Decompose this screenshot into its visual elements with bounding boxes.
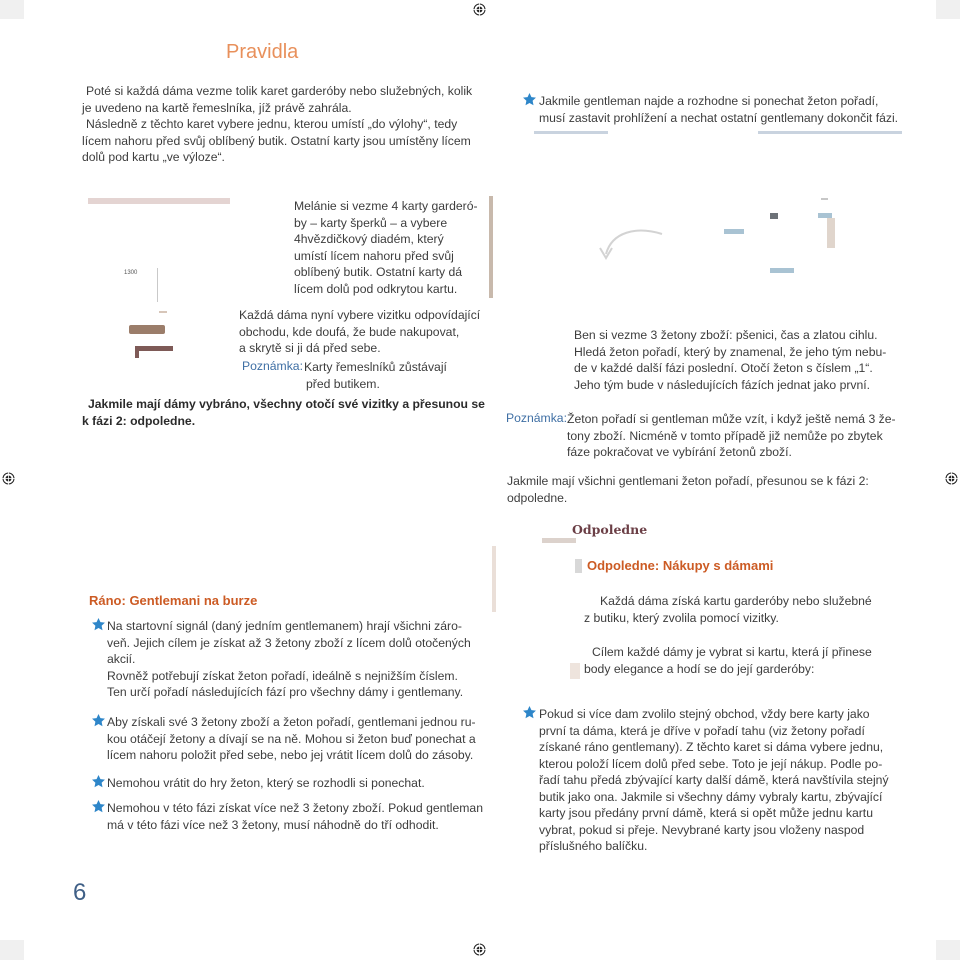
text-line: řadí tahu předá zbývající karty další dámě, která navštívila stejný <box>539 773 889 787</box>
text-line: lícem dolů pod odkrytou kartu. <box>294 281 458 296</box>
afternoon-heading: Odpoledne: Nákupy s dámami <box>587 558 774 573</box>
text-line: Hledá žeton pořadí, který by znamenal, že jeho tým nebu- <box>574 344 887 359</box>
gentleman-note <box>539 93 939 126</box>
business-card-paragraph <box>239 307 499 357</box>
registration-mark-icon <box>473 943 486 956</box>
ben-example <box>574 327 914 393</box>
text-line: Rovněž potřebují získat žeton pořadí, ideálně s nejnižším číslem. <box>107 668 458 683</box>
crop-mark-tl <box>0 0 24 19</box>
text-line: Žeton pořadí si gentleman může vzít, i když ještě nemá 3 že- <box>567 412 896 426</box>
text-line: Cílem každé dámy je vybrat si kartu, která jí přinese <box>592 645 872 659</box>
illustration-fragment <box>758 131 902 134</box>
morning-heading: Ráno: Gentlemani na burze <box>89 593 258 608</box>
text-line: obchodu, kde doufá, že bude nakupovat, <box>239 324 460 339</box>
crop-mark-bl <box>0 940 24 960</box>
text-line: lícem nahoru před svůj oblíbený butik. Ostatní karty jsou umístěny lícem <box>82 133 471 148</box>
illustration-fragment <box>570 663 580 679</box>
illustration-fragment <box>534 131 608 134</box>
morning-rule-4 <box>107 800 497 833</box>
text-line: Na startovní signál (daný jedním gentlemanem) hrají všichni záro- <box>107 619 462 633</box>
text-line: odpoledne. <box>507 490 568 505</box>
star-icon <box>91 799 106 814</box>
text-line: Jakmile gentleman najde a rozhodne si ponechat žeton pořadí, <box>539 94 879 108</box>
morning-rule-1 <box>107 618 497 701</box>
card-illustration-edge <box>827 218 835 248</box>
text-line: Jakmile mají dámy vybráno, všechny otočí své vizitky a přesunou se <box>88 397 485 411</box>
illustration-edge <box>492 546 496 612</box>
text-line: Nemohou vrátit do hry žeton, který se rozhodli si ponechat. <box>107 776 425 790</box>
star-icon <box>91 774 106 789</box>
text-line: by – karty šperků – a vybere <box>294 215 448 230</box>
text-line: fáze pokračovat ve vybírání žetonů zboží. <box>567 445 792 459</box>
text-line: veň. Jejich cílem je získat až 3 žetony zboží z lícem dolů otočených <box>107 635 471 650</box>
arrow-illustration <box>596 226 666 266</box>
text-line: lícem nahoru položit před sebe, nebo jej vrátit lícem dolů do zásoby. <box>107 748 474 762</box>
text-line: příslušného balíčku. <box>539 839 648 853</box>
illustration-fragment <box>159 311 167 313</box>
text-line: před butikem. <box>306 376 380 391</box>
text-line: Karty řemeslníků zůstávají <box>304 360 447 374</box>
morning-rule-2 <box>107 714 497 764</box>
registration-mark-icon <box>2 472 15 485</box>
note-text <box>306 359 506 392</box>
text-line: tony zboží. Nicméně v tomto případě již nemůže po zbytek <box>567 428 883 443</box>
text-line: dolů pod kartu „ve výloze“. <box>82 150 225 164</box>
text-line: Následně z těchto karet vybere jednu, kterou umístí „do výlohy“, tedy <box>86 117 458 131</box>
token-illustration <box>770 268 794 273</box>
text-line: butik jako ona. Jakmile si všechny dámy vybraly kartu, zbývající <box>539 789 883 804</box>
note-text <box>567 411 917 461</box>
star-icon <box>522 92 537 107</box>
afternoon-banner: Odpoledne <box>572 522 648 537</box>
morning-rule-3 <box>107 775 497 792</box>
text-line: umístí lícem nahoru před svůj <box>294 248 454 263</box>
text-line: Poté si každá dáma vezme tolik karet garderóby nebo služebných, kolik <box>86 84 473 98</box>
text-line: Pokud si více dam zvolilo stejný obchod, vždy bere karty jako <box>539 707 870 721</box>
intro-paragraph <box>82 83 482 166</box>
text-line: kterou položí lícem dolů před sebe. Toto je její nákup. Podle po- <box>539 756 883 771</box>
text-line: Ben si vezme 3 žetony zboží: pšenici, čas a zlatou cihlu. <box>574 328 878 342</box>
star-icon <box>522 705 537 720</box>
example-caption <box>294 198 494 297</box>
page-title: Pravidla <box>226 41 299 63</box>
star-icon <box>91 713 106 728</box>
token-illustration <box>821 198 828 200</box>
afternoon-paragraph-1 <box>584 593 924 626</box>
star-icon <box>91 617 106 632</box>
card-illustration <box>135 346 139 358</box>
token-illustration <box>770 213 778 219</box>
jewel-illustration <box>129 325 165 334</box>
text-line: Každá dáma získá kartu garderóby nebo služebné <box>600 594 872 608</box>
text-line: má v této fázi více než 3 žetony, musí náhodně do tří odhodit. <box>107 817 439 832</box>
text-line: první ta dáma, která je dříve v pořadí tahu (viz žetony pořadí <box>539 723 865 738</box>
text-line: Aby získali své 3 žetony zboží a žeton pořadí, gentlemani jednou ru- <box>107 715 476 729</box>
text-line: musí zastavit prohlížení a nechat ostatní gentlemany dokončit fázi. <box>539 110 899 125</box>
afternoon-rule <box>539 706 919 855</box>
text-line: Ten určí pořadí následujících fází pro všechny dámy i gentlemany. <box>107 685 464 699</box>
registration-mark-icon <box>945 472 958 485</box>
card-value-label: 1300 <box>124 270 138 276</box>
card-illustration <box>135 346 173 351</box>
text-line: kou otáčejí žetony a dívají se na ně. Mohou si žeton buď ponechat a <box>107 731 476 746</box>
text-line: Každá dáma nyní vybere vizitku odpovídající <box>239 308 481 322</box>
registration-mark-icon <box>473 3 486 16</box>
afternoon-paragraph-2 <box>584 644 924 677</box>
text-line: Nemohou v této fázi získat více než 3 žetony zboží. Pokud gentleman <box>107 801 483 815</box>
note-label: Poznámka: <box>242 359 303 373</box>
text-line: akcií. <box>107 652 136 666</box>
text-line: karty jsou předány první dámě, která si opět může jednu kartu <box>539 806 873 820</box>
phase-transition-text <box>82 396 502 429</box>
page-number: 6 <box>73 879 87 906</box>
text-line: de v každé další fázi poslední. Otočí žeton s číslem „1“. <box>574 361 873 375</box>
text-line: 4hvězdičkový diadém, který <box>294 232 444 246</box>
illustration-line <box>157 268 158 302</box>
phase-transition-text <box>507 473 907 506</box>
card-illustration <box>88 198 230 204</box>
crop-mark-tr <box>936 0 960 19</box>
text-line: je uvedeno na kartě řemeslníka, jíž právě zahrála. <box>82 100 352 115</box>
text-line: Jeho tým bude v následujících fázích jednat jako první. <box>574 377 871 392</box>
illustration-fragment <box>542 538 576 543</box>
heading-marker <box>575 559 582 573</box>
text-line: vybrat, pokud si přeje. Nevybrané karty jsou vloženy naspod <box>539 822 865 837</box>
text-line: oblíbený butik. Ostatní karty dá <box>294 265 463 279</box>
text-line: Jakmile mají všichni gentlemani žeton pořadí, přesunou se k fázi 2: <box>507 474 869 488</box>
text-line: z butiku, který zvolila pomocí vizitky. <box>584 610 779 625</box>
text-line: získané ráno gentlemany). Z těchto karet si dáma vybere jednu, <box>539 740 884 754</box>
text-line: body elegance a hodí se do její garderóby: <box>584 661 815 676</box>
text-line: a skrytě si ji dá před sebe. <box>239 341 381 355</box>
text-line: k fázi 2: odpoledne. <box>82 413 196 428</box>
crop-mark-br <box>936 940 960 960</box>
text-line: Melánie si vezme 4 karty garderó- <box>294 199 478 213</box>
note-label: Poznámka: <box>506 411 567 425</box>
token-illustration <box>724 229 744 234</box>
